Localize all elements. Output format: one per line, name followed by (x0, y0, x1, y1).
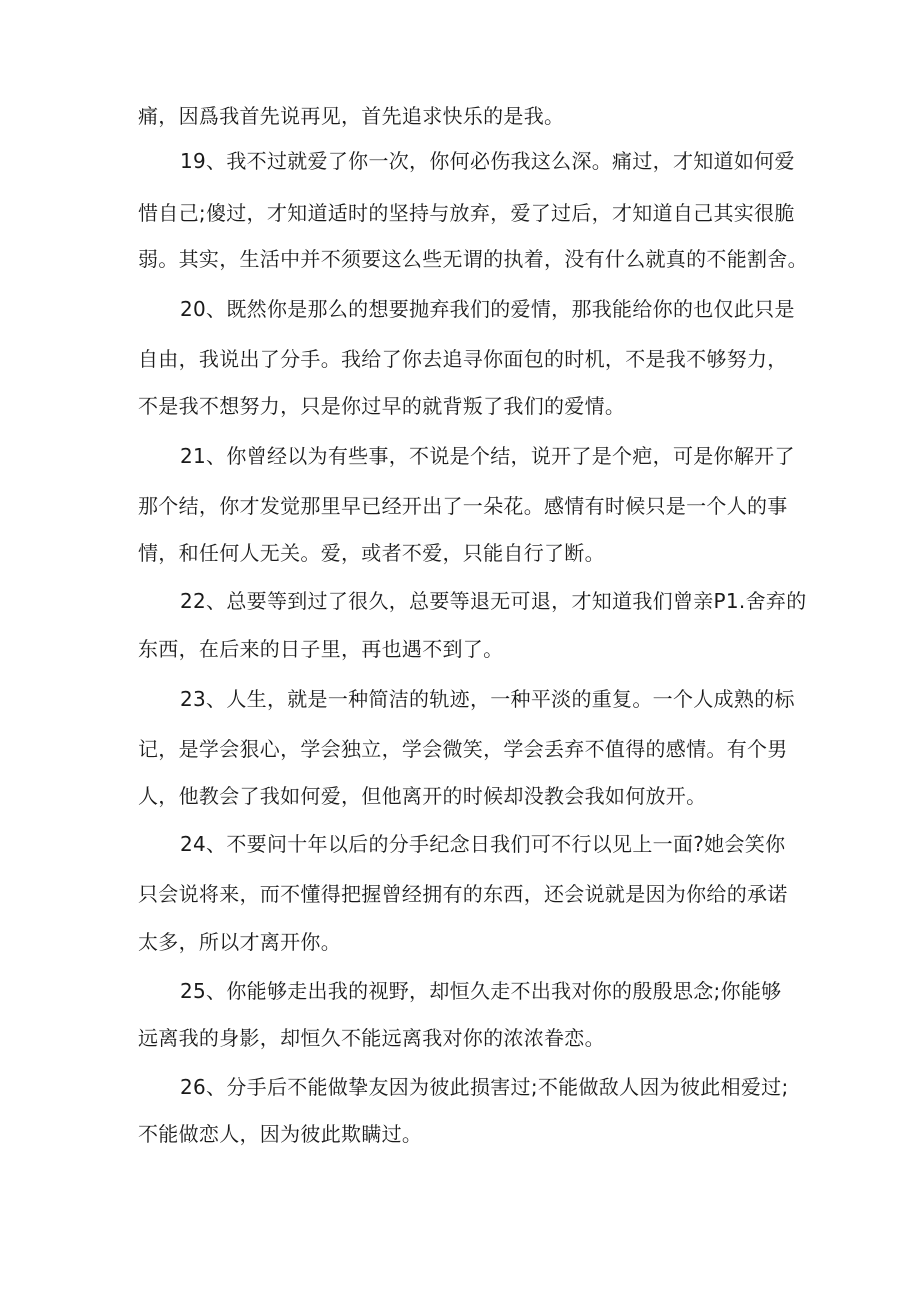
paragraph-25-line-1: 25、你能够走出我的视野，却恒久走不出我对你的殷殷思念;你能够 (180, 979, 782, 1003)
text-line: 痛，因爲我首先说再见，首先追求快乐的是我。 (138, 104, 565, 128)
paragraph-23-line-2: 记，是学会狠心，学会独立，学会微笑，学会丢弃不值得的感情。有个男 (138, 737, 788, 761)
paragraph-20-line-1: 20、既然你是那么的想要抛弃我们的爱情，那我能给你的也仅此只是 (180, 297, 795, 321)
paragraph-19-line-3: 弱。其实，生活中并不须要这么些无谓的执着，没有什么就真的不能割舍。 (138, 247, 808, 271)
paragraph-23-line-3: 人，他教会了我如何爱，但他离开的时候却没教会我如何放开。 (138, 784, 707, 808)
paragraph-20-line-3: 不是我不想努力，只是你过早的就背叛了我们的爱情。 (138, 394, 626, 418)
paragraph-22-line-2: 东西，在后来的日子里，再也遇不到了。 (138, 637, 504, 661)
paragraph-25-line-2: 远离我的身影，却恒久不能远离我对你的浓浓眷恋。 (138, 1026, 605, 1050)
paragraph-23-line-1: 23、人生，就是一种简洁的轨迹，一种平淡的重复。一个人成熟的标 (180, 687, 795, 711)
paragraph-21-line-1: 21、你曾经以为有些事，不说是个结，说开了是个疤，可是你解开了 (180, 444, 795, 468)
paragraph-21-line-2: 那个结，你才发觉那里早已经开出了一朵花。感情有时候只是一个人的事 (138, 494, 788, 518)
paragraph-24-line-1: 24、不要问十年以后的分手纪念日我们可不行以见上一面?她会笑你 (180, 832, 786, 856)
paragraph-21-line-3: 情，和任何人无关。爱，或者不爱，只能自行了断。 (138, 541, 605, 565)
paragraph-22-line-1: 22、总要等到过了很久，总要等退无可退，才知道我们曾亲P1.舍弃的 (180, 589, 807, 613)
paragraph-20-line-2: 自由，我说出了分手。我给了你去追寻你面包的时机，不是我不够努力， (138, 347, 788, 371)
paragraph-26-line-2: 不能做恋人，因为彼此欺瞒过。 (138, 1122, 423, 1146)
paragraph-19-line-2: 惜自己;傻过，才知道适时的坚持与放弃，爱了过后，才知道自己其实很脆 (138, 201, 795, 225)
paragraph-26-line-1: 26、分手后不能做挚友因为彼此损害过;不能做敌人因为彼此相爱过; (180, 1075, 789, 1099)
paragraph-24-line-3: 太多，所以才离开你。 (138, 930, 341, 954)
paragraph-24-line-2: 只会说将来，而不懂得把握曾经拥有的东西，还会说就是因为你给的承诺 (138, 882, 788, 906)
paragraph-19-line-1: 19、我不过就爱了你一次，你何必伤我这么深。痛过，才知道如何爱 (180, 149, 795, 173)
